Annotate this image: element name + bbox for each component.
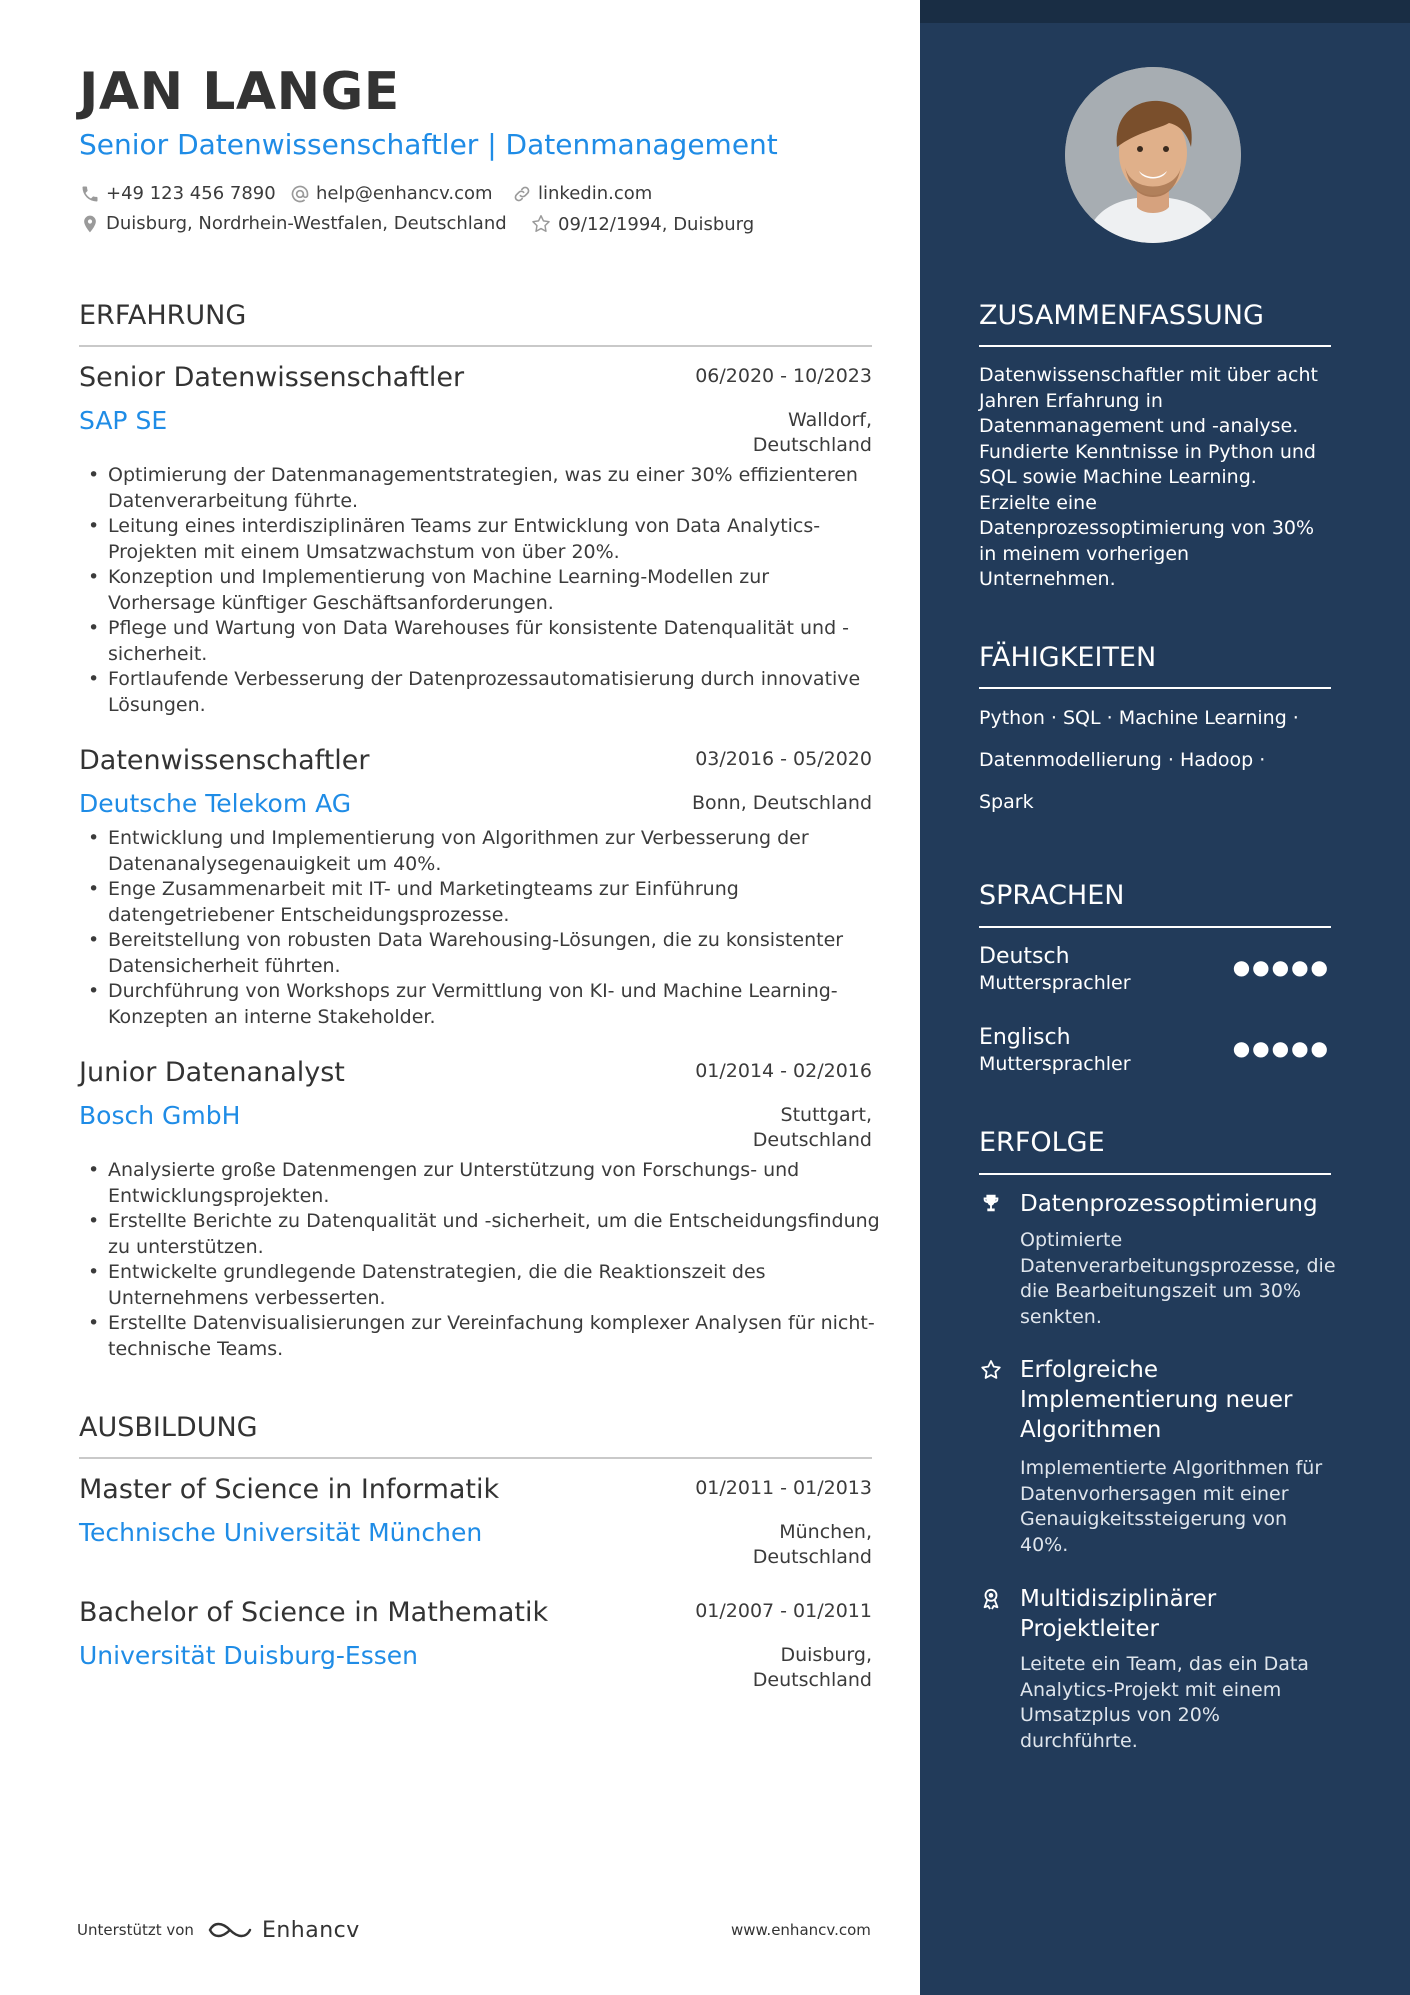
phone-text: +49 123 456 7890 (106, 183, 276, 204)
bullet-item: • Pflege und Wartung von Data Warehouses für konsistente Datenqualität und -sicherheit. (80, 616, 880, 667)
bullet-item: • Bereitstellung von robusten Data Warehousing-Lösungen, die zu konsistenter Datensicherheit führten. (80, 928, 880, 979)
bullet-item: • Entwickelte grundlegende Datenstrategien, die die Reaktionszeit des Unternehmens verbesserten. (80, 1260, 880, 1311)
education-dates: 01/2007 - 01/2011 (695, 1600, 872, 1622)
job-location-line: Deutschland (752, 1129, 872, 1151)
job-title: Junior Datenanalyst (79, 1057, 345, 1088)
section-title-skills: FÄHIGKEITEN (979, 642, 1157, 673)
email-text[interactable]: help@enhancv.com (316, 183, 493, 204)
location-text: Duisburg, Nordrhein-Westfalen, Deutschland (106, 213, 507, 234)
job-dates: 01/2014 - 02/2016 (695, 1060, 872, 1082)
skills-line: Spark (979, 791, 1034, 813)
skills-list (979, 697, 1331, 823)
sidebar-top-band (920, 0, 1410, 23)
skills-line: Datenmodellierung · Hadoop · (979, 749, 1266, 771)
job-title: Senior Datenwissenschaftler (79, 362, 465, 393)
job-dates: 03/2016 - 05/2020 (695, 748, 872, 770)
sidebar-divider (979, 345, 1331, 347)
achievement-desc: Leitete ein Team, das ein Data Analytics-Projekt mit einem Umsatzplus von 20% durchführte. (1020, 1653, 1309, 1752)
phone-icon (80, 184, 100, 204)
section-divider (79, 345, 872, 347)
job-location (753, 1103, 872, 1153)
candidate-name: JAN LANGE (79, 62, 400, 122)
achievement-title: Datenprozessoptimierung (1020, 1191, 1318, 1217)
education-dates: 01/2011 - 01/2013 (695, 1477, 872, 1499)
sidebar-divider (979, 926, 1331, 928)
achievement-title: Erfolgreiche Implementierung neuer Algorithmen (1020, 1357, 1293, 1443)
profile-photo (1065, 67, 1241, 243)
bullet-item: • Fortlaufende Verbesserung der Datenprozessautomatisierung durch innovative Lösungen. (80, 667, 880, 718)
bullet-item: • Analysierte große Datenmengen zur Unterstützung von Forschungs- und Entwicklungsprojekten. (80, 1158, 880, 1209)
job-company[interactable]: Deutsche Telekom AG (79, 789, 352, 818)
school-name[interactable]: Technische Universität München (79, 1518, 483, 1547)
language-proficiency-dots: ●●●●● (1232, 955, 1330, 979)
link-icon (512, 184, 532, 204)
school-location-line: München, (779, 1521, 872, 1543)
school-location (753, 1520, 872, 1570)
school-location-line: Duisburg, (780, 1644, 872, 1666)
location-pin-icon (80, 214, 100, 234)
degree-title: Master of Science in Informatik (79, 1474, 500, 1505)
language-level: Muttersprachler (979, 1053, 1131, 1075)
contact-phone (80, 183, 276, 204)
job-title: Datenwissenschaftler (79, 745, 370, 776)
brand-name: Enhancv (261, 1917, 360, 1943)
school-name[interactable]: Universität Duisburg-Essen (79, 1641, 418, 1670)
enhancv-logo-icon (206, 1917, 254, 1943)
powered-by-text: Unterstützt von (77, 1921, 194, 1939)
bullet-item: • Leitung eines interdisziplinären Teams zur Entwicklung von Data Analytics-Projekten mit einem Umsatzwachstum von über 20%. (80, 514, 880, 565)
job-company[interactable]: Bosch GmbH (79, 1101, 241, 1130)
contact-location (80, 213, 507, 234)
footer-powered-by (77, 1917, 360, 1943)
avatar-illustration (1065, 67, 1241, 243)
contact-email[interactable] (290, 183, 493, 204)
achievement-title: Multidisziplinärer Projektleiter (1020, 1586, 1217, 1642)
at-icon (290, 184, 310, 204)
bullet-item: • Durchführung von Workshops zur Vermittlung von KI- und Machine Learning-Konzepten an interne Stakeholder. (80, 979, 880, 1030)
bullet-item: • Entwicklung und Implementierung von Algorithmen zur Verbesserung der Datenanalysegenauigkeit um 40%. (80, 826, 880, 877)
job-location-line: Bonn, Deutschland (691, 792, 872, 814)
bullet-item: • Erstellte Datenvisualisierungen zur Vereinfachung komplexer Analysen für nicht-technische Teams. (80, 1311, 880, 1362)
headline: Senior Datenwissenschaftler | Datenmanagement (79, 128, 778, 161)
section-title-summary: ZUSAMMENFASSUNG (979, 300, 1264, 331)
job-dates: 06/2020 - 10/2023 (695, 365, 872, 387)
degree-title: Bachelor of Science in Mathematik (79, 1597, 549, 1628)
language-level: Muttersprachler (979, 972, 1131, 994)
section-title-achievements: ERFOLGE (979, 1127, 1105, 1158)
job-location-line: Walldorf, (788, 409, 872, 431)
section-title-experience: ERFAHRUNG (79, 300, 247, 331)
star-icon (979, 1358, 1003, 1382)
school-location-line: Deutschland (752, 1546, 872, 1568)
language-name: Deutsch (979, 944, 1070, 969)
job-location (753, 408, 872, 458)
language-proficiency-dots: ●●●●● (1232, 1036, 1330, 1060)
bullet-item: • Optimierung der Datenmanagementstrategien, was zu einer 30% effizienteren Datenverarbeitung führte. (80, 463, 880, 514)
achievement-desc: Implementierte Algorithmen für Datenvorhersagen mit einer Genauigkeitssteigerung von 40%. (1020, 1457, 1323, 1556)
job-bullets (80, 1158, 880, 1362)
sidebar-divider (979, 1173, 1331, 1175)
school-location (753, 1643, 872, 1693)
achievement-desc: Optimierte Datenverarbeitungsprozesse, die die Bearbeitungszeit um 30% senkten. (1020, 1229, 1336, 1328)
school-location-line: Deutschland (752, 1669, 872, 1691)
section-title-education: AUSBILDUNG (79, 1412, 258, 1443)
bullet-item: • Enge Zusammenarbeit mit IT- und Marketingteams zur Einführung datengetriebener Entscheidungsprozesse. (80, 877, 880, 928)
star-outline-icon (530, 213, 552, 235)
award-icon (980, 1587, 1002, 1611)
trophy-icon (980, 1192, 1002, 1214)
sidebar-divider (979, 687, 1331, 689)
birth-text: 09/12/1994, Duisburg (558, 213, 755, 235)
contact-linkedin[interactable] (512, 183, 652, 204)
job-location (692, 791, 872, 816)
job-location-line: Deutschland (752, 434, 872, 456)
job-company[interactable]: SAP SE (79, 406, 168, 435)
section-divider (79, 1457, 872, 1459)
job-bullets (80, 826, 880, 1030)
bullet-item: • Konzeption und Implementierung von Machine Learning-Modellen zur Vorhersage künftiger Geschäftsanforderungen. (80, 565, 880, 616)
bullet-item: • Erstellte Berichte zu Datenqualität und -sicherheit, um die Entscheidungsfindung zu unterstützen. (80, 1209, 880, 1260)
summary-text: Datenwissenschaftler mit über acht Jahren Erfahrung in Datenmanagement und -analyse. Fundierte Kenntnisse in Python und SQL sowie Machine Learning. Erzielte eine Datenprozessoptimierung von 30% in meinem vorherigen Unternehmen. (979, 364, 1318, 590)
language-name: Englisch (979, 1025, 1071, 1050)
job-location-line: Stuttgart, (780, 1104, 872, 1126)
contact-birth (530, 213, 754, 235)
skills-line: Python · SQL · Machine Learning · (979, 707, 1299, 729)
section-title-languages: SPRACHEN (979, 880, 1125, 911)
linkedin-text[interactable]: linkedin.com (538, 183, 653, 204)
job-bullets (80, 463, 880, 718)
footer-website[interactable]: www.enhancv.com (731, 1921, 871, 1939)
